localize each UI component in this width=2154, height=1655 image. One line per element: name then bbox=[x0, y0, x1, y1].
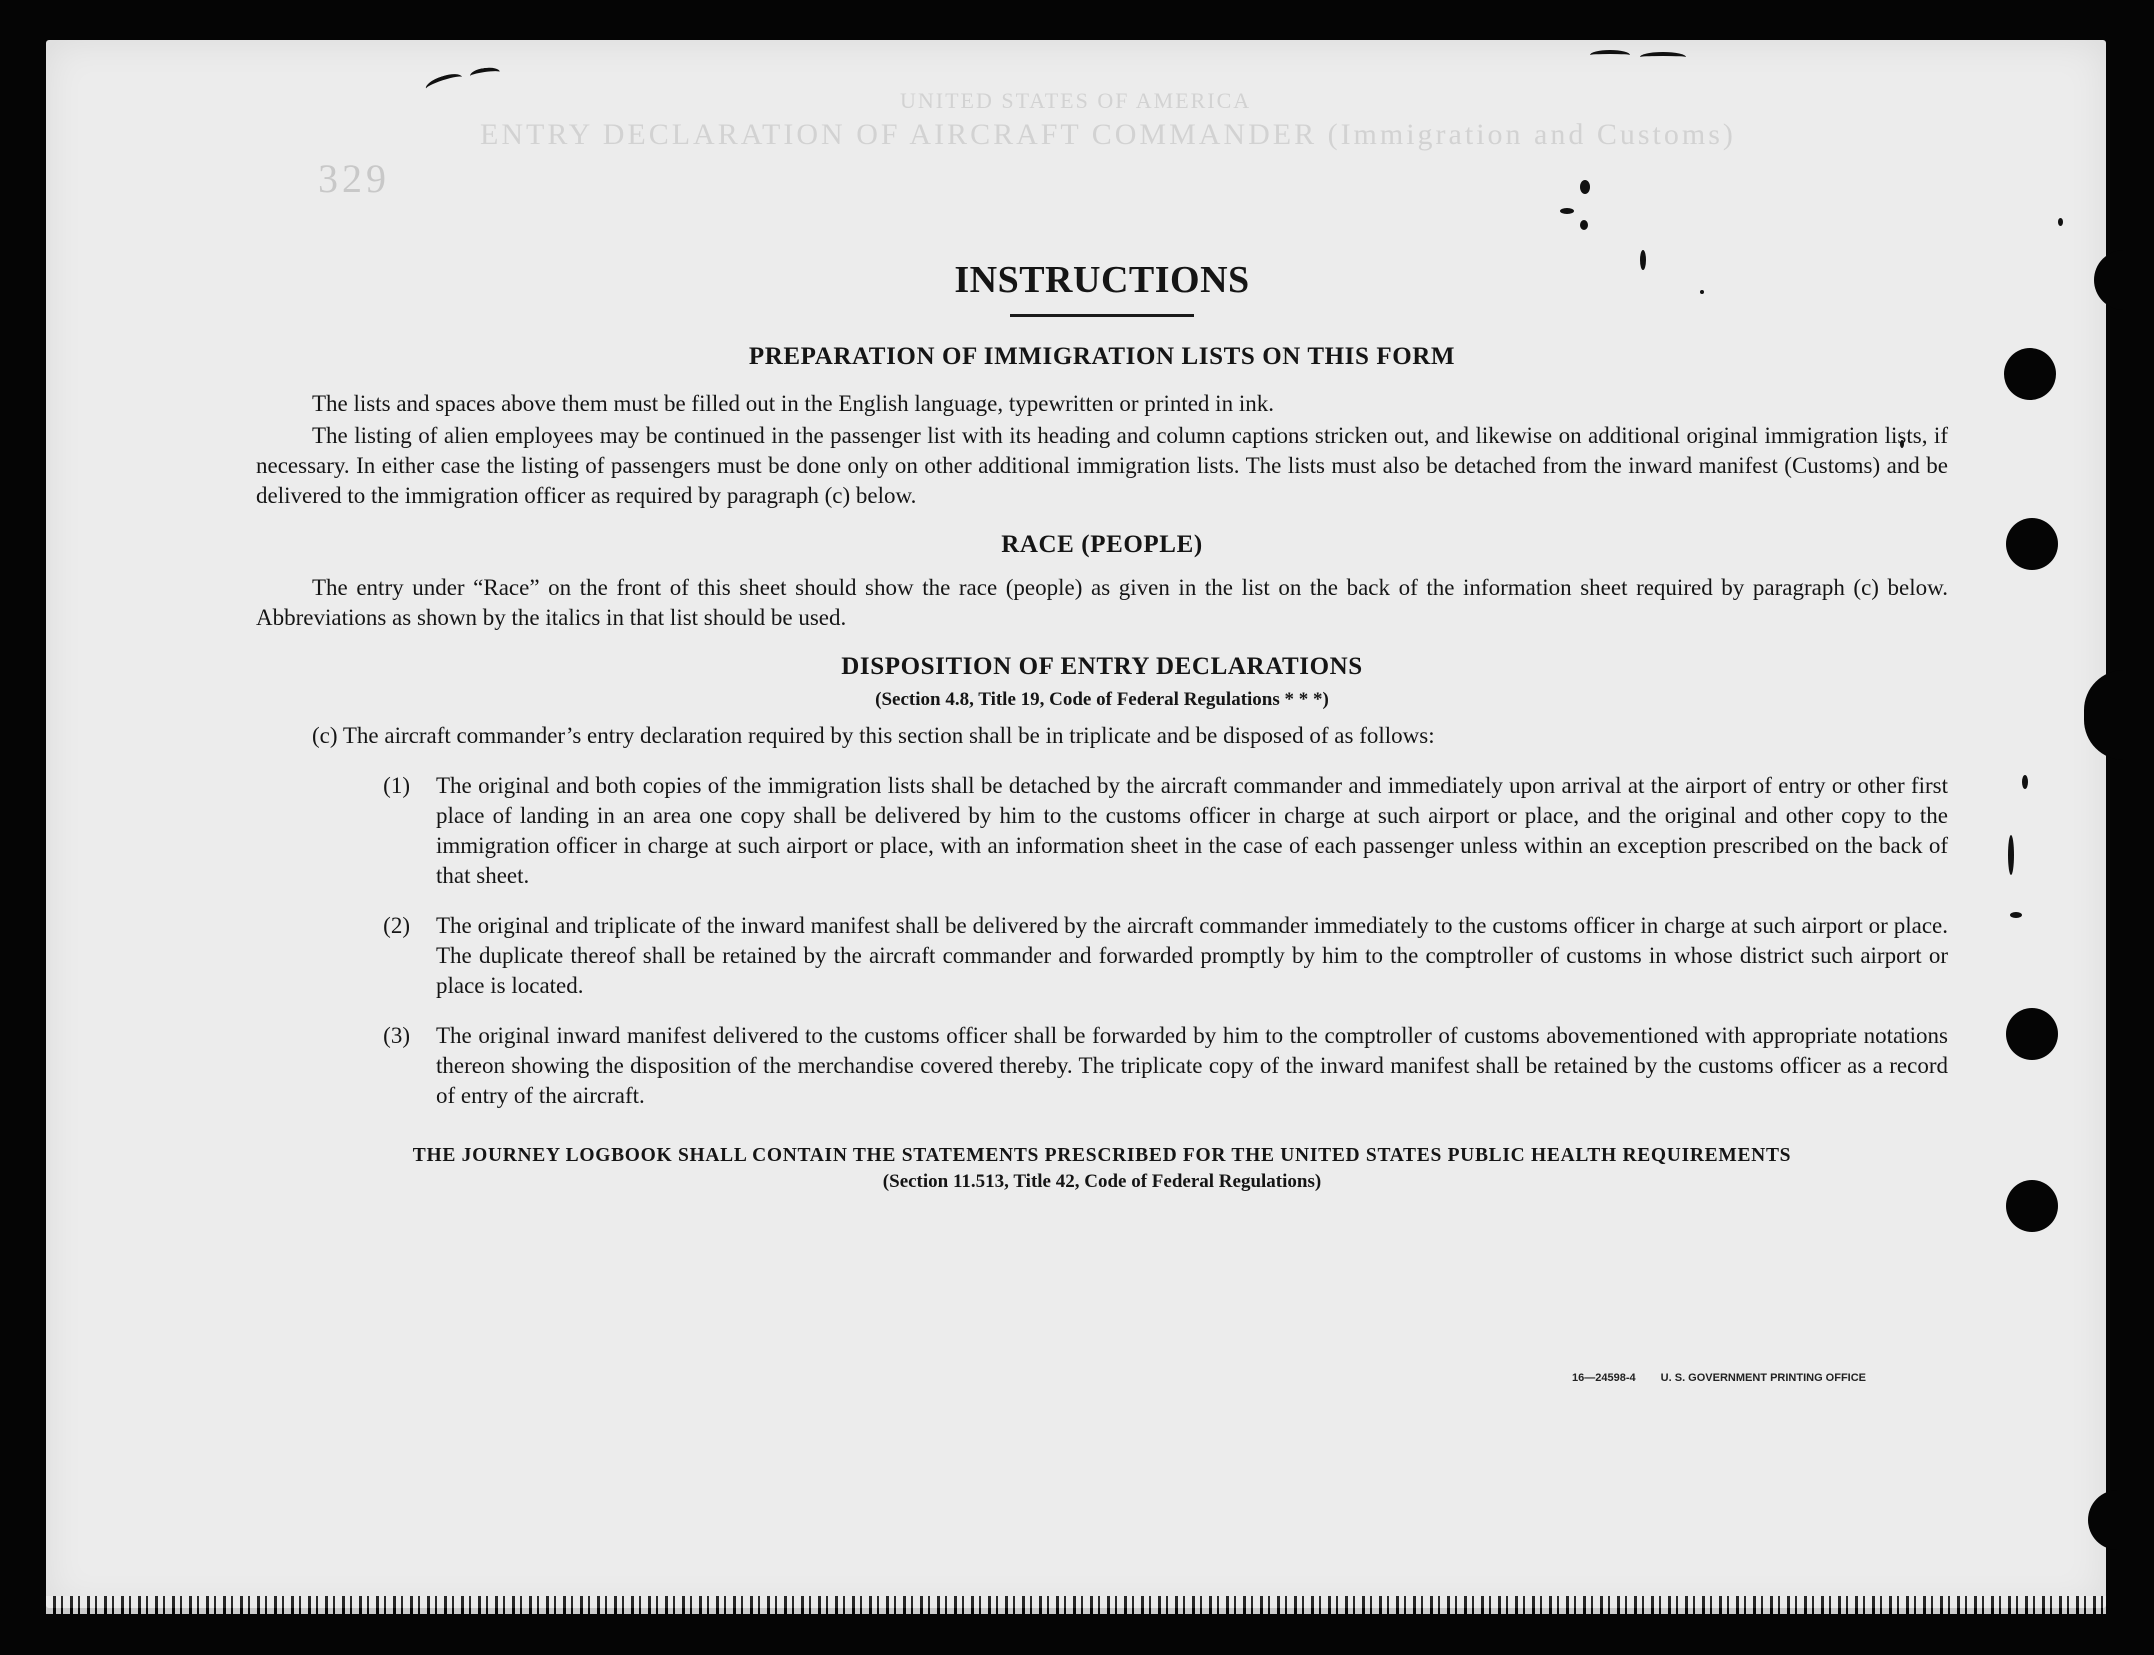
section-heading-preparation: PREPARATION OF IMMIGRATION LISTS ON THIS FORM bbox=[748, 343, 1456, 370]
list-item-number: (3) bbox=[383, 1023, 410, 1048]
pen-mark-icon bbox=[1640, 52, 1686, 62]
list-item-number: (1) bbox=[383, 773, 410, 798]
title-underline bbox=[1010, 314, 1194, 317]
list-item-text: The original and triplicate of the inward manifest shall be delivered by the aircraft commander immediately to the customs officer in charge at such airport or place. The duplicate thereof shall be retained by the aircraft commander and forwarded promptly by him to the comptroller of customs in whose district such airport or place is located. bbox=[436, 913, 1948, 998]
torn-bottom-edge bbox=[46, 1596, 2106, 1614]
section-heading-disposition: DISPOSITION OF ENTRY DECLARATIONS bbox=[841, 653, 1363, 680]
list-item-number: (2) bbox=[383, 913, 410, 938]
section-heading-race: RACE (PEOPLE) bbox=[1001, 531, 1203, 558]
list-item-text: The original and both copies of the immigration lists shall be detached by the aircraft commander and immediately upon arrival at the airport of entry or other first place of landing in an area one copy shall be delivered by him to the customs officer in charge at such airport or place, and the original and other copy to the immigration officer in charge at such airport or place, with an information sheet in the case of each passenger unless within an exception prescribed on the back of that sheet. bbox=[436, 773, 1948, 888]
bleed-through-line-1: UNITED STATES OF AMERICA bbox=[900, 88, 1252, 113]
list-item-text: The original inward manifest delivered to the customs officer shall be forwarded by him to the comptroller of customs abovementioned with appropriate notations thereon showing the disposition of the merchandise covered thereby. The triplicate copy of the inward manifest shall be retained by the customs officer as a record of entry of the aircraft. bbox=[436, 1023, 1948, 1108]
form-print-code: 16—24598-4 bbox=[1572, 1372, 1636, 1384]
speck-icon bbox=[2022, 775, 2028, 789]
speck-icon bbox=[2008, 835, 2014, 875]
paragraph-c-marker: (c) bbox=[312, 723, 338, 748]
punch-hole-icon bbox=[2006, 1180, 2058, 1232]
instructions-document bbox=[256, 250, 1948, 1193]
printer-imprint bbox=[1572, 1372, 1888, 1384]
speck-icon bbox=[2058, 218, 2063, 226]
list-item bbox=[256, 911, 1948, 1001]
punch-hole-icon bbox=[2006, 518, 2058, 570]
section-citation-disposition: (Section 4.8, Title 19, Code of Federal Regulations * * *) bbox=[875, 689, 1329, 710]
footer-citation: (Section 11.513, Title 42, Code of Federal Regulations) bbox=[882, 1171, 1322, 1192]
punch-hole-icon bbox=[2004, 348, 2056, 400]
paragraph-c-text: The aircraft commander’s entry declaration required by this section shall be in triplicate and be disposed of as follows: bbox=[342, 723, 1435, 748]
list-item bbox=[256, 771, 1948, 891]
paragraph-preparation-2: The listing of alien employees may be continued in the passenger list with its heading and column captions stricken out, and likewise on additional original immigration lists, if necessary. In either case the listing of passengers must be done only on other additional immigration lists. The lists must also be detached from the inward manifest (Customs) and be delivered to the immigration officer as required by paragraph (c) below. bbox=[256, 423, 1948, 508]
list-item bbox=[256, 1021, 1948, 1111]
printer-name: U. S. GOVERNMENT PRINTING OFFICE bbox=[1660, 1372, 1867, 1384]
speck-icon bbox=[1580, 180, 1590, 194]
document-title: INSTRUCTIONS bbox=[954, 259, 1250, 301]
footer-health-requirements: THE JOURNEY LOGBOOK SHALL CONTAIN THE STATEMENTS PRESCRIBED FOR THE UNITED STATES PUBLIC HEALTH REQUIREMENTS bbox=[412, 1145, 1792, 1166]
paragraph-race: The entry under “Race” on the front of this sheet should show the race (people) as given in the list on the back of the information sheet required by paragraph (c) below. Abbreviations as shown by the italics in that list should be used. bbox=[256, 575, 1948, 630]
speck-icon bbox=[2010, 912, 2022, 918]
speck-icon bbox=[1580, 220, 1588, 230]
bleed-through-page-number: 329 bbox=[318, 156, 390, 201]
paragraph-c-intro bbox=[256, 721, 1948, 751]
punch-hole-icon bbox=[2006, 1008, 2058, 1060]
speck-icon bbox=[1560, 208, 1574, 214]
bleed-through-line-2: ENTRY DECLARATION OF AIRCRAFT COMMANDER (Immigration and Customs) bbox=[480, 118, 1736, 151]
pen-mark-icon bbox=[1590, 50, 1630, 60]
paragraph-preparation-1: The lists and spaces above them must be filled out in the English language, typewritten or printed in ink. bbox=[312, 391, 1274, 416]
